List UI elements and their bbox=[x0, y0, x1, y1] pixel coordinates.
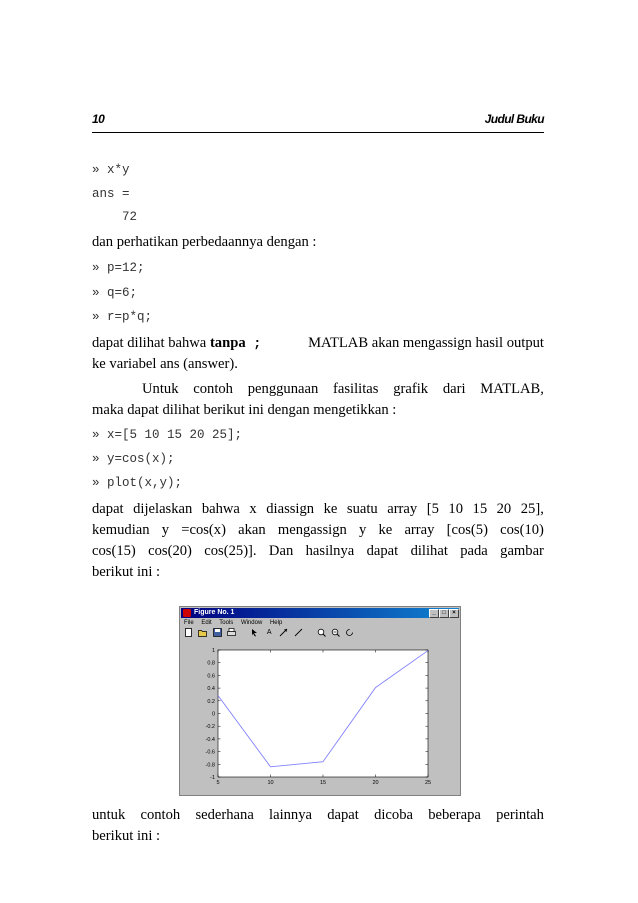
window-title: Figure No. 1 bbox=[194, 609, 235, 616]
page-number: 10 bbox=[92, 112, 105, 126]
maximize-button[interactable]: □ bbox=[439, 609, 449, 618]
paragraph-line: kemudian y =cos(x) akan mengassign y ke array [cos(5) cos(10) bbox=[92, 522, 544, 538]
menu-edit[interactable]: Edit bbox=[201, 620, 212, 626]
matlab-figure-window bbox=[179, 606, 461, 796]
paragraph bbox=[92, 379, 544, 421]
x-tick-label: 15 bbox=[319, 780, 327, 786]
code-line: ans = bbox=[92, 187, 130, 201]
menu-file[interactable]: File bbox=[184, 620, 194, 626]
x-tick-label: 10 bbox=[267, 780, 274, 786]
menu-window[interactable]: Window bbox=[240, 620, 263, 626]
y-tick-label: 0 bbox=[211, 711, 215, 718]
paragraph-line: maka dapat dilihat berikut ini dengan mengetikkan : bbox=[92, 402, 397, 418]
y-tick-label: 1 bbox=[211, 648, 215, 654]
y-tick-label: -0.6 bbox=[205, 749, 215, 756]
y-tick-label: -0.8 bbox=[205, 762, 215, 769]
semicolon-mono: ; bbox=[245, 336, 262, 351]
paragraph-line: dan perhatikan perbedaannya dengan : bbox=[92, 234, 317, 250]
code-line: » x*y bbox=[92, 163, 130, 177]
code-line: » r=p*q; bbox=[92, 310, 153, 324]
y-tick-label: 0.8 bbox=[207, 660, 215, 667]
code-line: » x=[5 10 15 20 25]; bbox=[92, 428, 243, 442]
paragraph-line: untuk contoh sederhana lainnya dapat dicoba beberapa perintah bbox=[92, 807, 544, 823]
paragraph-line: berikut ini : bbox=[92, 828, 161, 844]
book-title: Judul Buku bbox=[484, 112, 544, 126]
paragraph bbox=[92, 805, 544, 847]
paragraph bbox=[92, 333, 544, 375]
minimize-button[interactable]: _ bbox=[429, 609, 439, 618]
x-tick-label: 5 bbox=[216, 780, 220, 786]
code-line: » p=12; bbox=[92, 261, 145, 275]
y-tick-label: -1 bbox=[210, 775, 215, 781]
plot-area bbox=[218, 650, 428, 777]
paragraph bbox=[92, 499, 544, 583]
paragraph-line: dapat dilihat bahwa tanpa ; MATLAB akan mengassign hasil output bbox=[92, 335, 544, 351]
y-tick-label: 0.4 bbox=[207, 686, 215, 693]
menu-tools[interactable]: Tools bbox=[219, 620, 234, 626]
cosine-line-chart bbox=[180, 607, 460, 795]
code-line: » y=cos(x); bbox=[92, 452, 175, 466]
paragraph-line: cos(15) cos(20) cos(25)]. Dan hasilnya dapat dilihat pada gambar bbox=[92, 543, 544, 559]
y-tick-label: 0.2 bbox=[207, 698, 215, 705]
paragraph bbox=[92, 232, 544, 253]
paragraph-line: berikut ini : bbox=[92, 564, 161, 580]
code-line: » q=6; bbox=[92, 286, 138, 300]
menu-help[interactable]: Help bbox=[269, 620, 283, 626]
paragraph-line: ke variabel ans (answer). bbox=[92, 356, 238, 372]
code-line: » plot(x,y); bbox=[92, 476, 183, 490]
close-button[interactable]: × bbox=[449, 609, 459, 618]
text-icon[interactable]: A bbox=[266, 629, 272, 636]
x-tick-label: 20 bbox=[372, 780, 379, 786]
paragraph-line: dapat dijelaskan bahwa x diassign ke suatu array [5 10 15 20 25], bbox=[92, 501, 544, 517]
code-line: 72 bbox=[92, 210, 138, 224]
bold-word: tanpa bbox=[209, 335, 246, 351]
page-header bbox=[92, 112, 544, 133]
paragraph-line: Untuk contoh penggunaan fasilitas grafik dari MATLAB, bbox=[142, 381, 544, 397]
x-tick-label: 25 bbox=[424, 780, 432, 786]
y-tick-label: 0.6 bbox=[207, 673, 215, 680]
y-tick-label: -0.2 bbox=[205, 724, 215, 731]
y-tick-label: -0.4 bbox=[205, 736, 215, 743]
